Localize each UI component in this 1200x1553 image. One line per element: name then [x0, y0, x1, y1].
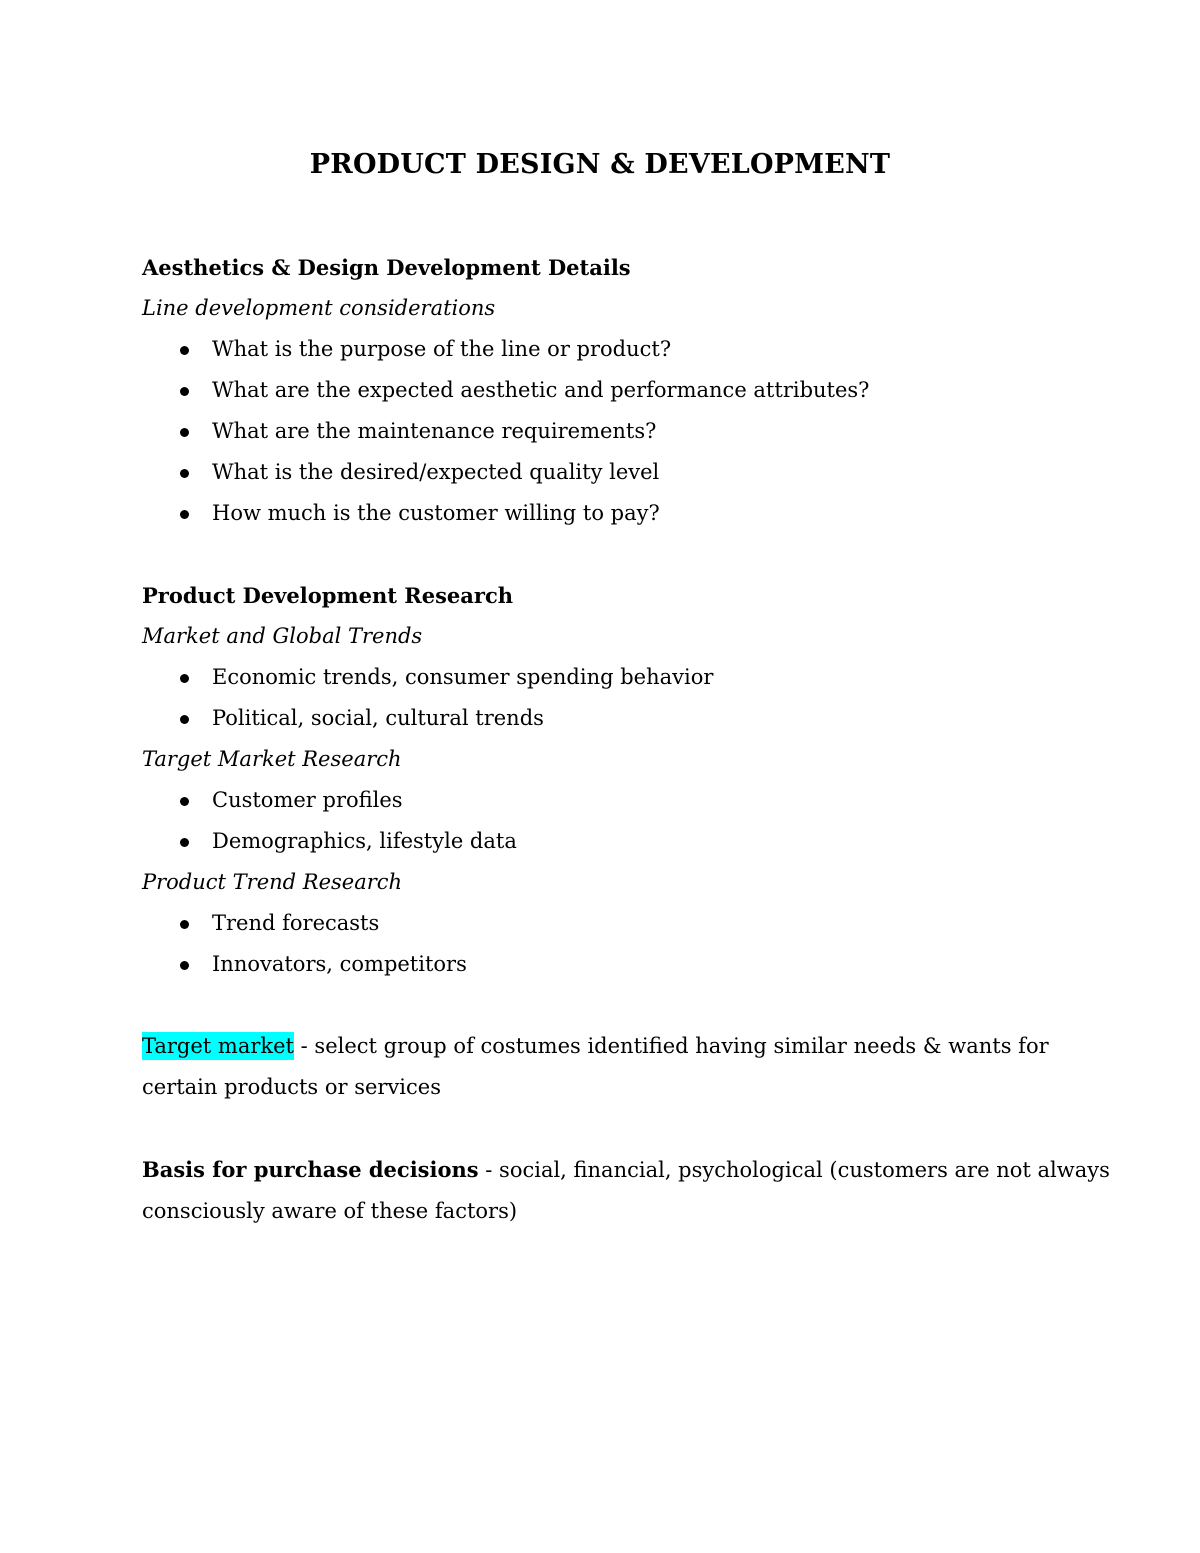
- list-item: Innovators, competitors: [142, 944, 1072, 985]
- document-body: [142, 247, 1110, 1232]
- bullet-icon: [180, 961, 189, 970]
- subheading-line-development: Line development considerations: [142, 296, 496, 320]
- bullet-icon: [180, 346, 189, 355]
- market-trends-list: [142, 657, 1072, 739]
- list-item: Customer profiles: [142, 780, 1072, 821]
- bullet-icon: [180, 838, 189, 847]
- purchase-basis-definition: Basis for purchase decisions - social, financial, psychological (customers are not always consciously aware of these factors): [142, 1157, 1110, 1223]
- list-item: What is the desired/expected quality level: [142, 452, 1072, 493]
- target-market-list: [142, 780, 1072, 862]
- list-item: Economic trends, consumer spending behavior: [142, 657, 1072, 698]
- list-item: Political, social, cultural trends: [142, 698, 1072, 739]
- bullet-icon: [180, 428, 189, 437]
- document-title: PRODUCT DESIGN & DEVELOPMENT: [309, 149, 891, 180]
- list-item: What is the purpose of the line or product?: [142, 329, 1072, 370]
- list-item: Trend forecasts: [142, 903, 1072, 944]
- product-trend-list: [142, 903, 1072, 985]
- bullet-icon: [180, 920, 189, 929]
- bullet-icon: [180, 797, 189, 806]
- bullet-icon: [180, 674, 189, 683]
- list-item: Demographics, lifestyle data: [142, 821, 1072, 862]
- bullet-icon: [180, 510, 189, 519]
- bullet-icon: [180, 715, 189, 724]
- subheading-target-market-research: Target Market Research: [142, 747, 402, 771]
- subheading-market-trends: Market and Global Trends: [142, 624, 423, 648]
- section-heading-research: Product Development Research: [142, 583, 513, 608]
- bold-term: Basis for purchase decisions: [142, 1157, 479, 1182]
- target-market-definition: Target market - select group of costumes identified having similar needs & wants for certain products or services: [142, 1034, 1049, 1099]
- bullet-icon: [180, 469, 189, 478]
- subheading-product-trend-research: Product Trend Research: [142, 870, 403, 894]
- list-item: What are the expected aesthetic and performance attributes?: [142, 370, 1072, 411]
- list-item: How much is the customer willing to pay?: [142, 493, 1072, 534]
- bullet-icon: [180, 387, 189, 396]
- highlighted-term: Target market: [142, 1034, 294, 1058]
- section-heading-aesthetics: Aesthetics & Design Development Details: [142, 255, 631, 280]
- list-item: What are the maintenance requirements?: [142, 411, 1072, 452]
- line-considerations-list: [142, 329, 1072, 534]
